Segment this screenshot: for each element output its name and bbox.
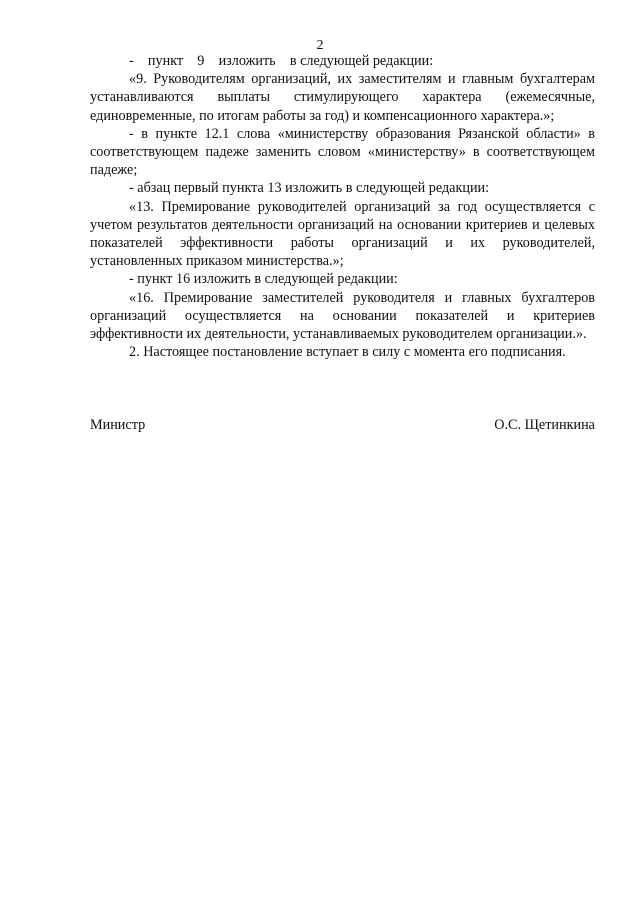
paragraph-point-16-text: «16. Премирование заместителей руководителя и главных бухгалтеров организаций осуществляется на основании показателей и критериев эффективности их деятельности, устанавливаемых руководителем организации.». [90,289,595,343]
paragraph-point-13-text: «13. Премирование руководителей организаций за год осуществляется с учетом результатов деятельности организаций на основании критериев и целевых показателей эффективности работы организаций и их руководителей, установленных приказом министерства.»; [90,198,595,270]
signatory-name: О.С. Щетинкина [494,417,595,433]
paragraph-effective-date: 2. Настоящее постановление вступает в силу с момента его подписания. [129,344,566,361]
paragraph-amend-point-16: - пункт 16 изложить в следующей редакции: [129,271,398,288]
signatory-title: Министр [90,417,146,433]
paragraph-amend-point-12-1: - в пункте 12.1 слова «министерству образования Рязанской области» в соответствующем падеже заменить словом «министерству» в соответствующем падеже; [90,125,595,179]
paragraph-amend-point-9: - пункт 9 изложить в следующей редакции: [129,53,434,69]
paragraph-amend-point-13: - абзац первый пункта 13 изложить в следующей редакции: [129,180,490,197]
signature-block [90,416,595,434]
page-number: 2 [316,38,324,53]
document-body [90,52,595,361]
paragraph-point-9-text: «9. Руководителям организаций, их заместителям и главным бухгалтерам устанавливаются выплаты стимулирующего характера (ежемесячные, единовременные, по итогам работы за год) и компенсационного характера.»; [90,71,595,124]
